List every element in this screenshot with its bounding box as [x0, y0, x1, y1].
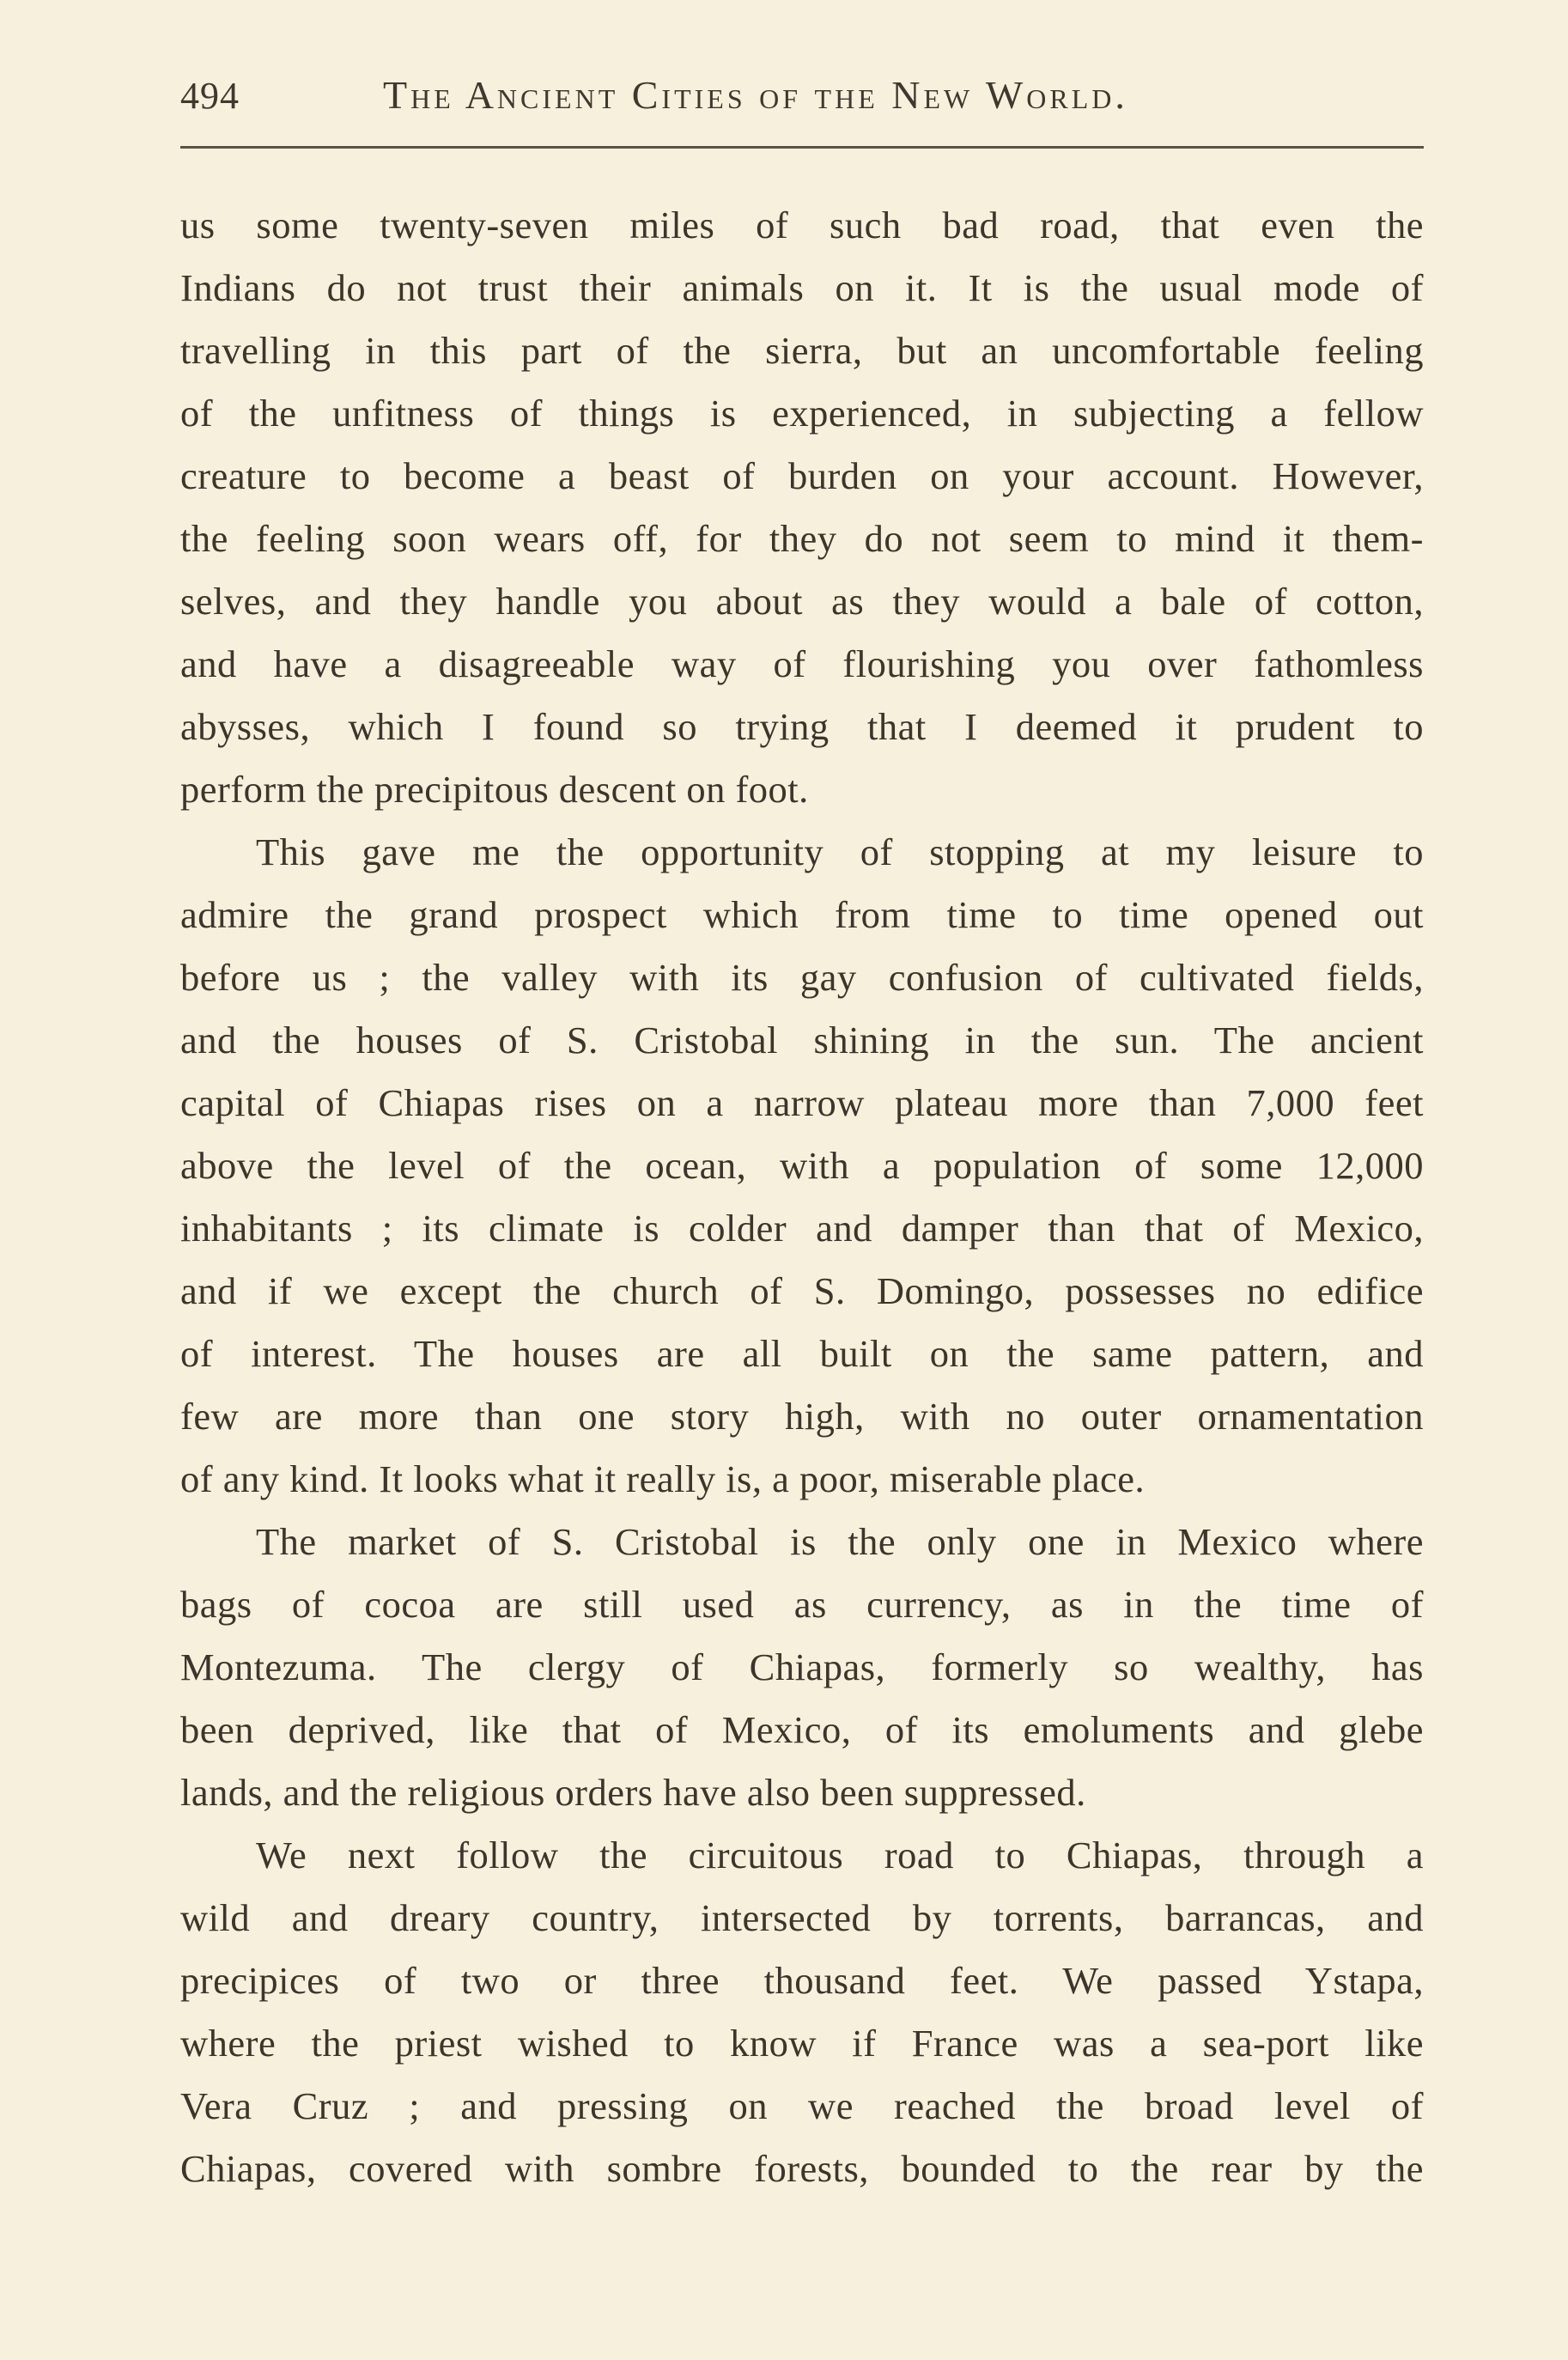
text-line: where the priest wished to know if France was a sea-port like: [180, 2022, 1424, 2065]
text-line: perform the precipitous descent on foot.: [180, 768, 809, 811]
header-rule: [180, 146, 1424, 149]
text-line: Indians do not trust their animals on it. It is the usual mode of: [180, 266, 1424, 309]
text-line: precipices of two or three thousand feet. We passed Ystapa,: [180, 1959, 1424, 2002]
text-line: inhabitants ; its climate is colder and damper than that of Mexico,: [180, 1207, 1424, 1250]
text-line: Montezuma. The clergy of Chiapas, formerly so wealthy, has: [180, 1645, 1424, 1688]
text-line: and have a disagreeable way of flourishing you over fathomless: [180, 642, 1424, 685]
text-line: abysses, which I found so trying that I deemed it prudent to: [180, 705, 1424, 748]
paragraph-4: [180, 1824, 1424, 2200]
text-line: above the level of the ocean, with a population of some 12,000: [180, 1144, 1424, 1187]
text-line: of any kind. It looks what it really is, a poor, miserable place.: [180, 1457, 1146, 1500]
text-line: The market of S. Cristobal is the only one in Mexico where: [256, 1520, 1424, 1563]
text-line: before us ; the valley with its gay confusion of cultivated fields,: [180, 956, 1424, 999]
text-line: creature to become a beast of burden on your account. However,: [180, 454, 1424, 497]
text-line: few are more than one story high, with no outer ornamentation: [180, 1395, 1424, 1438]
text-line: of the unfitness of things is experienced, in subjecting a fellow: [180, 392, 1424, 435]
text-line: the feeling soon wears off, for they do not seem to mind it them-: [180, 517, 1424, 560]
text-line: and if we except the church of S. Domingo, possesses no edifice: [180, 1269, 1424, 1312]
text-line: lands, and the religious orders have also been suppressed.: [180, 1771, 1086, 1814]
paragraph-2: [180, 821, 1424, 1511]
text-line: capital of Chiapas rises on a narrow plateau more than 7,000 feet: [180, 1081, 1424, 1124]
text-line: Vera Cruz ; and pressing on we reached the broad level of: [180, 2084, 1424, 2127]
page-header: [180, 67, 1424, 127]
paragraph-1: [180, 194, 1424, 821]
text-line: bags of cocoa are still used as currency, as in the time of: [180, 1583, 1424, 1626]
text-line: Chiapas, covered with sombre forests, bounded to the rear by the: [180, 2147, 1424, 2190]
text-line: and the houses of S. Cristobal shining in the sun. The ancient: [180, 1019, 1424, 1061]
text-line: travelling in this part of the sierra, but an uncomfortable feeling: [180, 329, 1424, 372]
text-line: of interest. The houses are all built on the same pattern, and: [180, 1332, 1424, 1375]
text-line: This gave me the opportunity of stopping at my leisure to: [256, 830, 1424, 873]
text-line: us some twenty-seven miles of such bad road, that even the: [180, 204, 1424, 246]
paragraph-3: [180, 1511, 1424, 1824]
page-number: 494: [180, 75, 240, 117]
body-text: [180, 194, 1424, 2200]
running-head: The Ancient Cities of the New World.: [383, 73, 1128, 117]
text-line: We next follow the circuitous road to Chiapas, through a: [256, 1834, 1424, 1876]
text-line: selves, and they handle you about as they would a bale of cotton,: [180, 580, 1424, 623]
text-line: admire the grand prospect which from time to time opened out: [180, 893, 1424, 936]
text-line: wild and dreary country, intersected by torrents, barrancas, and: [180, 1896, 1424, 1939]
text-line: been deprived, like that of Mexico, of its emoluments and glebe: [180, 1708, 1424, 1751]
